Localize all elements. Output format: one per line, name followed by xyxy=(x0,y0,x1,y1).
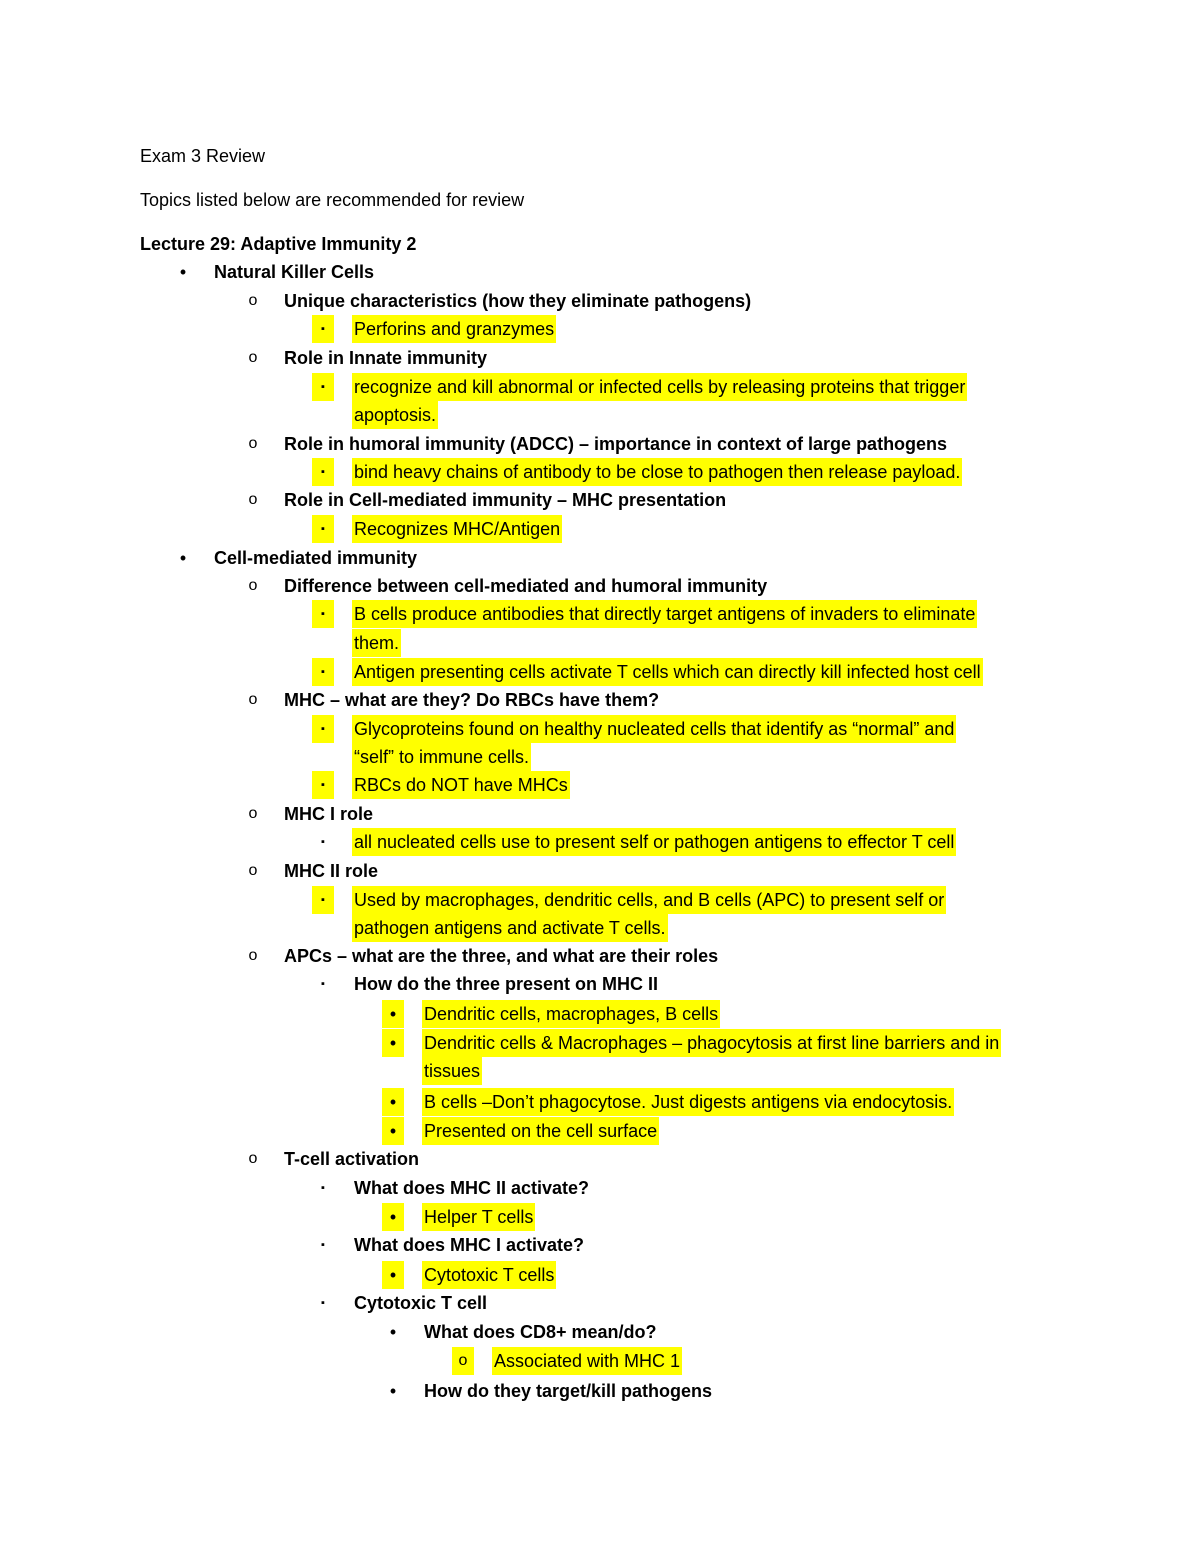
outline-text: Role in humoral immunity (ADCC) – importance in context of large pathogens xyxy=(284,434,948,454)
disc-bullet-icon: • xyxy=(179,548,187,568)
square-bullet-icon: ▪ xyxy=(321,1297,325,1309)
square-bullet-icon: ▪ xyxy=(312,458,334,486)
outline-text: Cell-mediated immunity xyxy=(214,548,418,568)
outline-text: Role in Cell-mediated immunity – MHC presentation xyxy=(284,490,727,510)
outline-text: Unique characteristics (how they eliminate pathogens) xyxy=(284,291,752,311)
answer-text: RBCs do NOT have MHCs xyxy=(352,771,570,799)
answer-text: bind heavy chains of antibody to be close to pathogen then release payload. xyxy=(352,458,962,486)
circle-bullet-icon: o xyxy=(248,577,258,594)
outline-text: T-cell activation xyxy=(284,1149,420,1169)
square-bullet-icon: ▪ xyxy=(312,771,334,799)
answer-text: Antigen presenting cells activate T cells which can directly kill infected host cell xyxy=(352,658,983,686)
disc-bullet-icon: • xyxy=(382,1000,404,1028)
outline-text: Natural Killer Cells xyxy=(214,262,375,282)
intro-text: Topics listed below are recommended for review xyxy=(140,190,525,210)
answer-text: Presented on the cell surface xyxy=(422,1117,659,1145)
circle-bullet-icon: o xyxy=(248,947,258,964)
answer-text: Helper T cells xyxy=(422,1203,535,1231)
answer-text: Used by macrophages, dendritic cells, and B cells (APC) to present self or xyxy=(352,886,946,914)
outline-text: How do the three present on MHC II xyxy=(354,974,659,994)
outline-text: Difference between cell-mediated and humoral immunity xyxy=(284,576,768,596)
answer-text: Dendritic cells & Macrophages – phagocytosis at first line barriers and in xyxy=(422,1029,1001,1057)
disc-bullet-icon: • xyxy=(382,1117,404,1145)
outline-text: What does MHC I activate? xyxy=(354,1235,585,1255)
document-title: Exam 3 Review xyxy=(140,146,266,166)
answer-text: them. xyxy=(352,629,401,657)
disc-bullet-icon: • xyxy=(382,1088,404,1116)
square-bullet-icon: ▪ xyxy=(321,1182,325,1194)
circle-bullet-icon: o xyxy=(248,805,258,822)
disc-bullet-icon: • xyxy=(389,1381,397,1401)
answer-text: recognize and kill abnormal or infected cells by releasing proteins that trigger xyxy=(352,373,967,401)
answer-text: pathogen antigens and activate T cells. xyxy=(352,914,668,942)
outline-text: MHC – what are they? Do RBCs have them? xyxy=(284,690,660,710)
circle-bullet-icon: o xyxy=(248,435,258,452)
outline-text: Cytotoxic T cell xyxy=(354,1293,488,1313)
square-bullet-icon: ▪ xyxy=(312,600,334,628)
answer-text: Perforins and granzymes xyxy=(352,315,556,343)
disc-bullet-icon: • xyxy=(382,1261,404,1289)
circle-bullet-icon: o xyxy=(248,691,258,708)
disc-bullet-icon: • xyxy=(382,1029,404,1057)
answer-text: tissues xyxy=(422,1057,482,1085)
answer-text: B cells produce antibodies that directly target antigens of invaders to eliminate xyxy=(352,600,977,628)
disc-bullet-icon: • xyxy=(179,262,187,282)
square-bullet-icon: ▪ xyxy=(321,836,325,848)
square-bullet-icon: ▪ xyxy=(321,978,325,990)
answer-text: all nucleated cells use to present self or pathogen antigens to effector T cell xyxy=(352,828,956,856)
answer-text: Glycoproteins found on healthy nucleated cells that identify as “normal” and xyxy=(352,715,956,743)
answer-text: Cytotoxic T cells xyxy=(422,1261,556,1289)
outline-text: MHC II role xyxy=(284,861,379,881)
lecture-heading: Lecture 29: Adaptive Immunity 2 xyxy=(140,234,417,254)
circle-bullet-icon: o xyxy=(248,862,258,879)
square-bullet-icon: ▪ xyxy=(312,658,334,686)
outline-text: What does CD8+ mean/do? xyxy=(424,1322,657,1342)
answer-text: Recognizes MHC/Antigen xyxy=(352,515,562,543)
circle-bullet-icon: o xyxy=(452,1347,474,1375)
answer-text: apoptosis. xyxy=(352,401,438,429)
answer-text: “self” to immune cells. xyxy=(352,743,531,771)
square-bullet-icon: ▪ xyxy=(312,886,334,914)
outline-text: APCs – what are the three, and what are their roles xyxy=(284,946,719,966)
outline-text: Role in Innate immunity xyxy=(284,348,488,368)
square-bullet-icon: ▪ xyxy=(312,373,334,401)
square-bullet-icon: ▪ xyxy=(321,1239,325,1251)
answer-text: Dendritic cells, macrophages, B cells xyxy=(422,1000,720,1028)
circle-bullet-icon: o xyxy=(248,292,258,309)
circle-bullet-icon: o xyxy=(248,491,258,508)
square-bullet-icon: ▪ xyxy=(312,515,334,543)
square-bullet-icon: ▪ xyxy=(312,315,334,343)
circle-bullet-icon: o xyxy=(248,1150,258,1167)
outline-text: MHC I role xyxy=(284,804,374,824)
answer-text: Associated with MHC 1 xyxy=(492,1347,682,1375)
square-bullet-icon: ▪ xyxy=(312,715,334,743)
disc-bullet-icon: • xyxy=(382,1203,404,1231)
disc-bullet-icon: • xyxy=(389,1322,397,1342)
outline-text: What does MHC II activate? xyxy=(354,1178,590,1198)
circle-bullet-icon: o xyxy=(248,349,258,366)
answer-text: B cells –Don’t phagocytose. Just digests antigens via endocytosis. xyxy=(422,1088,954,1116)
outline-text: How do they target/kill pathogens xyxy=(424,1381,713,1401)
